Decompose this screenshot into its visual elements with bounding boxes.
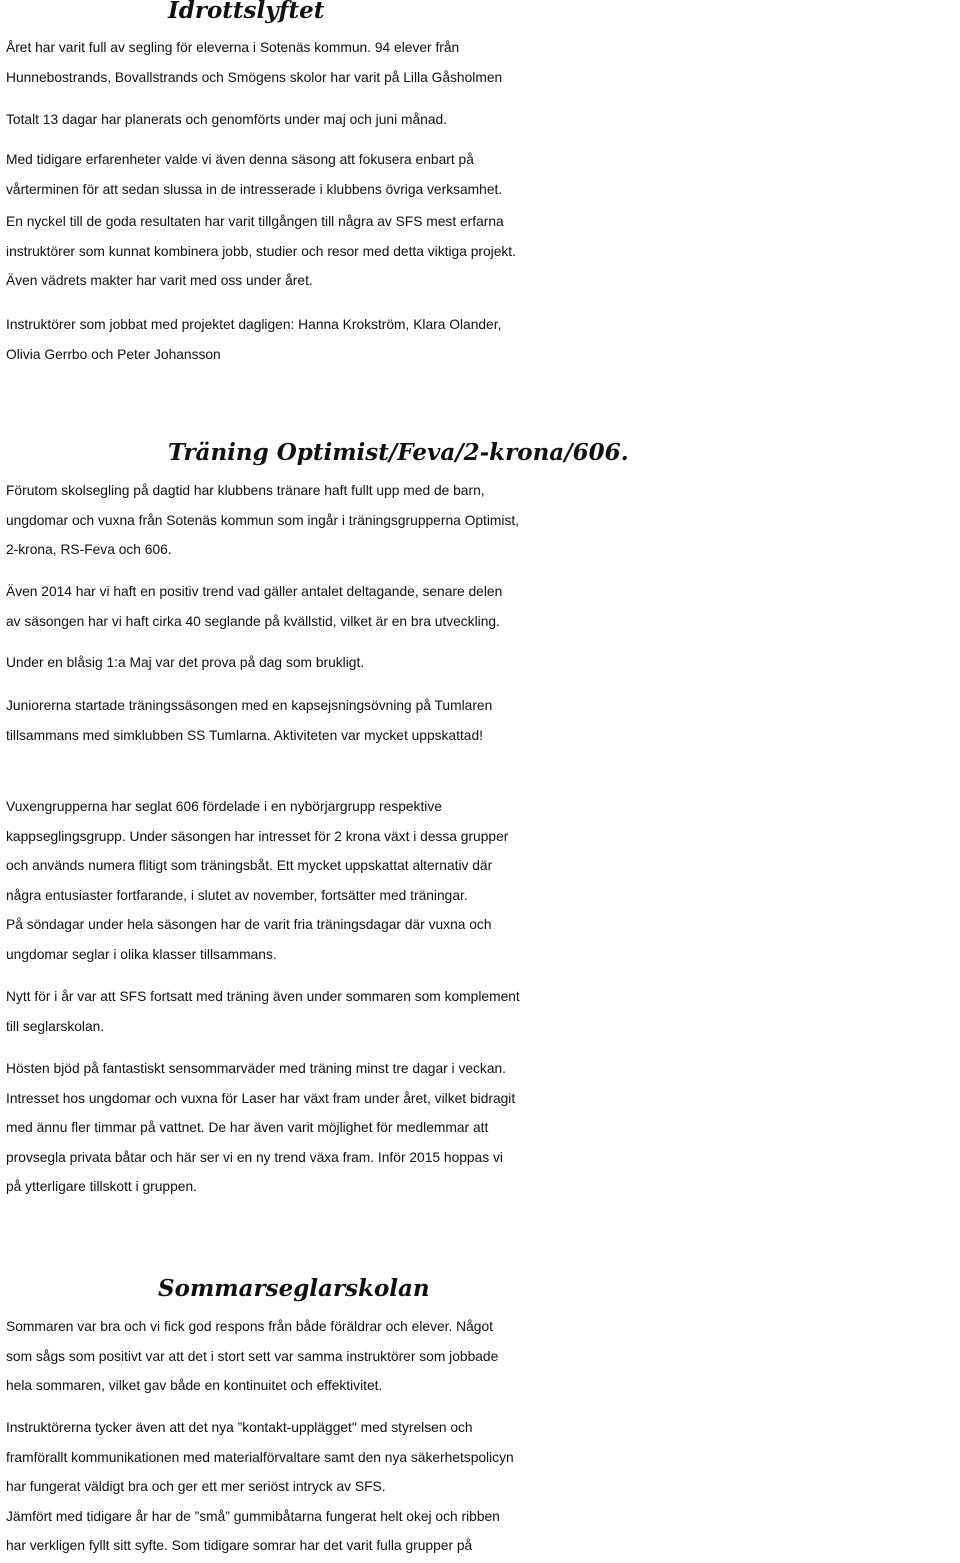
paragraph	[6, 476, 958, 565]
text-line: har verkligen fyllt sitt syfte. Som tidigare somrar har det varit fulla grupper på	[6, 1538, 473, 1554]
text-line: Med tidigare erfarenheter valde vi även denna säsong att fokusera enbart på	[6, 152, 474, 167]
text-line: som sågs som positivt var att det i stort sett var samma instruktörer som jobbade	[6, 1348, 499, 1364]
text-line: instruktörer som kunnat kombinera jobb, studier och resor med detta viktiga projekt.	[6, 243, 516, 259]
text-line: hela sommaren, vilket gav både en kontinuitet och effektivitet.	[6, 1378, 383, 1394]
paragraph	[6, 691, 958, 750]
paragraph	[6, 648, 958, 678]
text-line: till seglarskolan.	[6, 1018, 105, 1034]
text-line: 2-krona, RS-Feva och 606.	[6, 542, 172, 558]
paragraph	[6, 105, 958, 135]
text-line: med ännu fler timmar på vattnet. De har även varit möjlighet för medlemmar att	[6, 1120, 489, 1136]
text-line: Jämfört med tidigare år har de ”små” gummibåtarna fungerat helt okej och ribben	[6, 1508, 500, 1524]
text-line: tillsammans med simklubben SS Tumlarna. Aktiviteten var mycket uppskattad!	[6, 727, 483, 743]
paragraph	[6, 145, 958, 204]
text-line: provsegla privata båtar och här ser vi en ny trend växa fram. Inför 2015 hoppas vi	[6, 1149, 503, 1165]
section-heading-traning: Träning Optimist/Feva/2-krona/606.	[168, 439, 629, 466]
text-line: En nyckel till de goda resultaten har varit tillgången till några av SFS mest erfarna	[6, 214, 504, 229]
text-line: Intresset hos ungdomar och vuxna för Laser har växt fram under året, vilket bidragit	[6, 1090, 516, 1106]
text-line: kappseglingsgrupp. Under säsongen har intresset för 2 krona växt i dessa grupper	[6, 828, 509, 844]
text-line: Sommaren var bra och vi fick god respons från både föräldrar och elever. Något	[6, 1319, 493, 1334]
text-line: Juniorerna startade träningssäsongen med en kapsejsningsövning på Tumlaren	[6, 698, 493, 713]
paragraph	[6, 792, 958, 970]
section-heading-idrottslyftet: Idrottslyftet	[168, 0, 325, 24]
text-line: På söndagar under hela säsongen har de varit fria träningsdagar där vuxna och	[6, 917, 492, 933]
text-line: Instruktörer som jobbat med projektet dagligen: Hanna Krokström, Klara Olander,	[6, 317, 502, 332]
text-line: Instruktörerna tycker även att det nya ”kontakt-upplägget" med styrelsen och	[6, 1420, 473, 1435]
paragraph	[6, 310, 958, 369]
text-line: Nytt för i år var att SFS fortsatt med träning även under sommaren som komplement	[6, 989, 520, 1004]
text-line: och används numera flitigt som träningsbåt. Ett mycket uppskattat alternativ där	[6, 858, 493, 874]
paragraph	[6, 577, 958, 636]
text-line: Även vädrets makter har varit med oss under året.	[6, 273, 313, 289]
text-line: vårterminen för att sedan slussa in de intresserade i klubbens övriga verksamhet.	[6, 181, 503, 197]
paragraph	[6, 1054, 958, 1202]
section-heading-sommarseglarskolan: Sommarseglarskolan	[158, 1275, 430, 1302]
text-line: Även 2014 har vi haft en positiv trend vad gäller antalet deltagande, senare delen	[6, 584, 503, 599]
text-line: ungdomar seglar i olika klasser tillsammans.	[6, 946, 277, 962]
text-line: Förutom skolsegling på dagtid har klubbens tränare haft fullt upp med de barn,	[6, 483, 485, 498]
text-line: Hösten bjöd på fantastiskt sensommarväder med träning minst tre dagar i veckan.	[6, 1061, 506, 1076]
paragraph	[6, 33, 958, 92]
text-line: ungdomar och vuxna från Sotenäs kommun som ingår i träningsgrupperna Optimist,	[6, 512, 520, 528]
text-line: framförallt kommunikationen med materialförvaltare samt den nya säkerhetspolicyn	[6, 1449, 514, 1465]
text-line: har fungerat väldigt bra och ger ett mer seriöst intryck av SFS.	[6, 1479, 386, 1495]
text-line: Olivia Gerrbo och Peter Johansson	[6, 346, 221, 362]
text-line: några entusiaster fortfarande, i slutet av november, fortsätter med träningar.	[6, 887, 468, 903]
paragraph	[6, 207, 958, 296]
paragraph	[6, 982, 958, 1041]
paragraph	[6, 1312, 958, 1401]
text-line: på ytterligare tillskott i gruppen.	[6, 1179, 197, 1195]
text-line: Totalt 13 dagar har planerats och genomförts under maj och juni månad.	[6, 112, 447, 127]
text-line: Året har varit full av segling för eleverna i Sotenäs kommun. 94 elever från	[6, 40, 460, 55]
text-line: Vuxengrupperna har seglat 606 fördelade i en nybörjargrupp respektive	[6, 799, 442, 814]
text-line: Under en blåsig 1:a Maj var det prova på dag som brukligt.	[6, 655, 365, 670]
text-line: av säsongen har vi haft cirka 40 seglande på kvällstid, vilket är en bra utveckling.	[6, 613, 500, 629]
text-line: Hunnebostrands, Bovallstrands och Smögens skolor har varit på Lilla Gåsholmen	[6, 69, 503, 85]
paragraph	[6, 1413, 958, 1561]
